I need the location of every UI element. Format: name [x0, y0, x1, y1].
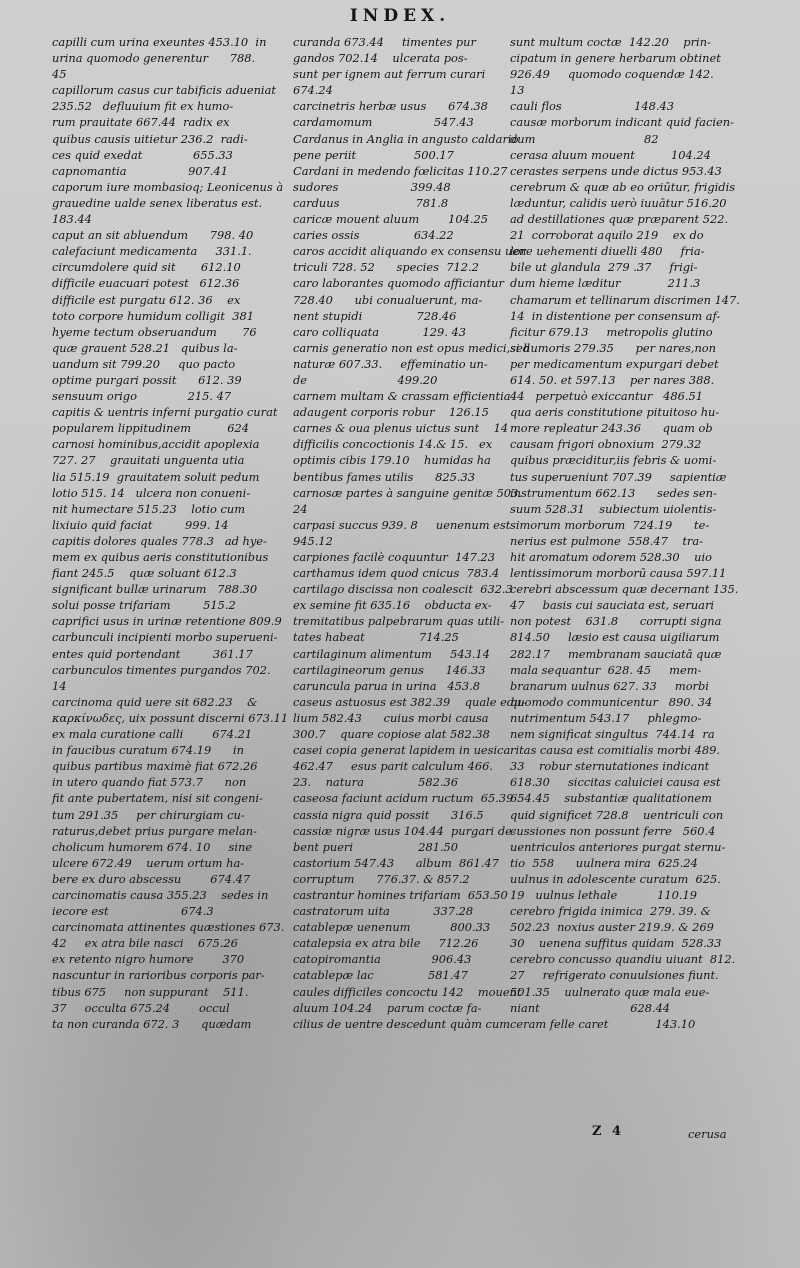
index-entry-line: capitis & uentris inferni purgatio curat	[52, 405, 278, 420]
index-entry-line: significant bullæ urinarum 788.30	[52, 582, 258, 597]
index-entry-line: carcinetris herbæ usus 674.38	[293, 99, 488, 114]
signature-mark: Z 4	[592, 1124, 625, 1139]
index-entry-line: carpiones facilè coquuntur 147.23	[293, 550, 495, 564]
index-entry-line: uandum sit 799.20 quo pacto	[52, 356, 236, 371]
index-entry-line: 37 occulta 675.24 occul	[52, 1000, 230, 1015]
index-entry-line: 300.7 quare copiose alat 582.38	[293, 727, 490, 742]
index-entry-line: optimis cibis 179.10 humidas ha	[293, 453, 491, 468]
index-entry-line: 42 ex atra bile nasci 675.26	[52, 936, 238, 951]
index-column-1	[52, 34, 289, 1124]
index-entry-line: caprifici usus in urinæ retentione 809.9	[52, 614, 282, 629]
index-entry-line: sudores 399.48	[293, 179, 451, 194]
index-entry-line: catablepæ lac 581.47	[293, 968, 468, 983]
index-entry-line: 926.49 quomodo coquendæ 142.	[510, 67, 714, 82]
index-entry-line: solui posse trifariam 515.2	[52, 598, 236, 613]
index-entry-line: fiant 245.5 quæ soluant 612.3	[52, 566, 237, 581]
index-entry-line: raturus,debet prius purgare melan-	[52, 823, 257, 838]
index-entry-line: carthamus idem quod cnicus 783.4	[293, 566, 500, 581]
index-entry-line: 13	[510, 83, 525, 98]
index-entry-line: difficile est purgatu 612. 36 ex	[52, 292, 241, 307]
index-entry-line: catalepsia ex atra bile 712.26	[293, 936, 479, 951]
index-entry-line: caro laborantes quomodo afficiantur	[293, 276, 504, 291]
index-entry-line: carbunculi incipienti morbo superueni-	[52, 630, 278, 645]
index-entry-line: nent stupidi 728.46	[293, 308, 457, 323]
index-entry-line: calefaciunt medicamenta 331.1.	[52, 244, 252, 259]
index-entry-line: lium 582.43 cuius morbi causa	[293, 710, 489, 725]
index-entry-line: cerebro concusso quandiu uiuant 812.	[510, 952, 736, 967]
index-entry-line: læduntur, calidis uerò iuuātur 516.20	[510, 195, 727, 210]
index-entry-line: cilius de uentre descedunt quàm cum	[293, 1016, 511, 1031]
index-entry-line: 462.47 esus parit calculum 466.	[293, 759, 494, 774]
index-entry-line: suum 528.31 subiectum uiolentis-	[510, 501, 717, 516]
index-entry-line: toto corpore humidum colligit 381	[52, 308, 254, 323]
index-entry-line: tibus 675 non suppurant 511.	[52, 984, 249, 999]
index-entry-line: simorum morborum 724.19 te-	[510, 517, 710, 532]
index-entry-line: 235.52 defluuium fit ex humo-	[52, 99, 234, 114]
index-entry-line: nutrimentum 543.17 phlegmo-	[510, 710, 702, 725]
index-entry-line: hyeme tectum obseruandum 76	[52, 324, 257, 339]
index-entry-line: grauedine ualde senex liberatus est.	[52, 195, 263, 210]
index-entry-line: 30 uenena suffitus quidam 528.33	[510, 936, 722, 951]
index-entry-line: carnosi hominibus,accidit apoplexia	[52, 437, 260, 452]
index-entry-line: Cardani in medendo fœlicitas 110.27	[293, 163, 508, 178]
index-entry-line: 618.30 siccitas caluiciei causa est	[510, 775, 721, 790]
index-entry-line: 814.50 læsio est causa uigiliarum	[510, 630, 720, 645]
index-entry-line: quibus partibus maximè fiat 672.26	[52, 759, 258, 774]
index-entry-line: optime purgari possit 612. 39	[52, 372, 242, 387]
index-entry-line: 44 perpetuò exiccantur 486.51	[510, 389, 704, 404]
index-entry-line: 47 basis cui sauciata est, seruari	[510, 598, 715, 613]
index-entry-line: castorium 547.43 album 861.47	[293, 855, 499, 870]
index-entry-line: ta non curanda 672. 3 quædam	[52, 1016, 252, 1031]
index-entry-line: 33 robur sternutationes indicant	[510, 759, 710, 774]
index-entry-line: tremitatibus palpebrarum quas utili-	[293, 614, 504, 629]
index-entry-line: niant 628.44	[510, 1000, 671, 1015]
index-entry-line: sensuum origo 215. 47	[52, 389, 232, 404]
index-entry-line: triculi 728. 52 species 712.2	[293, 260, 479, 275]
index-entry-line: iecore est 674.3	[52, 904, 214, 919]
index-entry-line: 183.44	[52, 212, 92, 227]
index-entry-line: cerastes serpens unde dictus 953.43	[510, 163, 722, 178]
index-entry-line: naturæ 607.33. effeminatio un-	[293, 356, 488, 371]
index-entry-line: 45	[52, 67, 67, 82]
index-entry-line: uulnus in adolescente curatum 625.	[510, 871, 721, 886]
index-entry-line: cartilago discissa non coalescit 632.3	[293, 582, 513, 597]
index-entry-line: carnem multam & crassam efficientia	[293, 389, 511, 404]
index-entry-line: pene periit 500.17	[293, 147, 454, 162]
index-entry-line: curanda 673.44 timentes pur	[293, 35, 476, 49]
index-entry-line: bent pueri 281.50	[293, 839, 459, 854]
index-entry-line: 945.12	[293, 533, 333, 548]
index-entry-line: 727. 27 grauitati unguenta utia	[52, 453, 245, 468]
index-entry-line: 502.23 noxius auster 219.9. & 269	[510, 920, 714, 935]
catchword: cerusa	[688, 1127, 727, 1141]
index-entry-line: adaugent corporis robur 126.15	[293, 405, 489, 420]
index-entry-line: tus superueniunt 707.39 sapientiæ	[510, 469, 727, 484]
index-entry-line: lotio 515. 14 ulcera non conueni-	[52, 485, 251, 500]
page-header: INDEX.	[349, 6, 451, 26]
index-entry-line: carbunculos timentes purgandos 702.	[52, 662, 271, 677]
index-entry-line: 19 uulnus lethale 110.19	[510, 887, 697, 902]
index-entry-line: catablepæ uenenum 800.33	[293, 920, 491, 935]
index-entry-line: tates habeat 714.25	[293, 630, 459, 645]
index-entry-line: nit humectare 515.23 lotio cum	[52, 501, 246, 516]
index-entry-line: bile ut glandula 279 .37 frigi-	[510, 260, 698, 275]
index-entry-line: quid significet 728.8 uentriculi con	[510, 807, 724, 822]
index-entry-line: caules difficiles concoctu 142 mouent	[293, 984, 522, 999]
index-entry-line: catopiromantia 906.43	[293, 952, 472, 967]
index-entry-line: Cardanus in Anglia in angusto caldario	[293, 131, 519, 146]
index-entry-line: nerius est pulmone 558.47 tra-	[510, 533, 704, 548]
index-entry-line: 728.40 ubi conualuerunt, ma-	[293, 292, 483, 307]
index-entry-line: 614. 50. et 597.13 per nares 388.	[510, 372, 715, 387]
index-entry-line: ex retento nigro humore 370	[52, 952, 245, 967]
index-entry-line: caseus astuosus est 382.39 quale edu-	[293, 694, 526, 709]
index-entry-line: branarum uulnus 627. 33 morbi	[510, 678, 709, 693]
index-entry-line: 21 corroborat aquilo 219 ex do	[510, 228, 704, 243]
index-entry-line: ces quid exedat 655.33	[52, 147, 233, 162]
index-entry-line: bere ex duro abscessu 674.47	[52, 871, 251, 886]
index-entry-line: cerebrum & quæ ab eo oriūtur, frigidis	[510, 179, 736, 194]
index-entry-line: corruptum 776.37. & 857.2	[293, 871, 470, 886]
index-entry-line: entes quid portendant 361.17	[52, 646, 253, 661]
index-entry-line: carnosæ partes à sanguine genitæ 503.	[293, 485, 522, 500]
index-entry-line: popularem lippitudinem 624	[52, 421, 250, 436]
index-column-3	[510, 34, 740, 1124]
index-entry-line: difficilis concoctionis 14.& 15. ex	[293, 437, 493, 452]
index-entry-line: causam frigori obnoxium 279.32	[510, 437, 702, 452]
index-entry-line: fit ante pubertatem, nisi sit congeni-	[52, 791, 263, 806]
index-entry-line: 14	[52, 678, 67, 693]
index-entry-line: cerebro frigida inimica 279. 39. &	[510, 904, 711, 919]
index-entry-line: dum hieme læditur 211.3	[510, 276, 701, 291]
index-entry-line: bentibus fames utilis 825.33	[293, 469, 475, 484]
index-entry-line: circumdolere quid sit 612.10	[52, 260, 241, 275]
index-entry-line: si humoris 279.35 per nares,non	[510, 340, 716, 355]
index-entry-line: instrumentum 662.13 sedes sen-	[510, 485, 717, 500]
index-entry-line: 654.45 substantiæ qualitationem	[510, 791, 712, 806]
index-entry-line: chamarum et tellinarum discrimen 147.	[510, 292, 740, 307]
index-entry-line: cartilaginum alimentum 543.14	[293, 646, 490, 661]
index-entry-line: tum 291.35 per chirurgiam cu-	[52, 807, 245, 822]
index-entry-line: cussiones non possunt ferre 560.4	[510, 823, 716, 838]
index-entry-line: casei copia generat lapidem in uesica	[293, 743, 511, 758]
index-entry-line: carpasi succus 939. 8 uenenum est	[293, 517, 511, 532]
index-entry-line: caro colliquata 129. 43	[293, 324, 466, 339]
index-entry-line: per medicamentum expurgari debet	[510, 356, 719, 371]
index-entry-line: lentissimorum morborū causa 597.11	[510, 566, 727, 581]
index-entry-line: non potest 631.8 corrupti signa	[510, 614, 722, 629]
index-entry-line: 282.17 membranam sauciatā quæ	[510, 646, 722, 661]
index-entry-line: 24	[293, 501, 308, 516]
index-entry-line: mala sequantur 628. 45 mem-	[510, 662, 702, 677]
index-entry-line: carnis generatio non est opus medici,sed	[293, 340, 530, 355]
index-entry-line: quibus præciditur,iis febris & uomi-	[510, 453, 717, 468]
index-entry-line: capnomantia 907.41	[52, 163, 229, 178]
index-entry-line: more repleatur 243.36 quam ob	[510, 421, 713, 436]
index-entry-line: cholicum humorem 674. 10 sine	[52, 839, 253, 854]
index-entry-line: in faucibus curatum 674.19 in	[52, 743, 244, 758]
index-entry-line: cassiæ nigræ usus 104.44 purgari de-	[293, 823, 516, 838]
index-entry-line: carnes & oua plenus uictus sunt 14	[293, 421, 509, 436]
index-entry-line: ex mala curatione calli 674.21	[52, 727, 253, 742]
index-entry-line: sunt multum coctæ 142.20 prin-	[510, 35, 711, 49]
index-entry-line: castratorum uita 337.28	[293, 904, 474, 919]
index-entry-line: tio 558 uulnera mira 625.24	[510, 855, 698, 870]
index-entry-line: 14 in distentione per consensum af-	[510, 308, 721, 323]
index-entry-line: caporum iure mombasioq; Leonicenus à	[52, 179, 284, 194]
index-entry-line: cipatum in genere herbarum obtinet	[510, 51, 721, 66]
index-entry-line: urina quomodo generentur 788.	[52, 51, 256, 66]
index-entry-line: in utero quando fiat 573.7 non	[52, 775, 247, 790]
index-entry-line: castrantur homines trifariam 653.50	[293, 887, 508, 902]
index-entry-line: sunt per ignem aut ferrum curari	[293, 67, 486, 82]
index-entry-line: nem significat singultus 744.14 ra	[510, 727, 715, 742]
index-entry-line: rum prauitate 667.44 radix ex	[52, 115, 230, 130]
index-entry-line: causæ morborum indicant quid facien-	[510, 115, 734, 130]
index-entry-line: difficile euacuari potest 612.36	[52, 276, 240, 291]
index-entry-line: de 499.20	[293, 372, 438, 387]
index-entry-line: lore uehementi diuelli 480 fria-	[510, 244, 705, 259]
index-entry-line: ulcere 672.49 uerum ortum ha-	[52, 855, 245, 870]
index-entry-line: carduus 781.8	[293, 195, 449, 210]
index-entry-line: lia 515.19 grauitatem soluit pedum	[52, 469, 260, 484]
index-entry-line: nascuntur in rarioribus corporis par-	[52, 968, 265, 983]
index-entry-line: carcinomata attinentes quæstiones 673.	[52, 920, 285, 935]
index-entry-line: cerebri abscessum quæ decernant 135.	[510, 582, 739, 597]
index-entry-line: 674.24	[293, 83, 333, 98]
index-entry-line: καρκίνωδες, uix possunt discerni 673.11	[52, 710, 289, 725]
index-entry-line: ceram felle caret 143.10	[510, 1016, 696, 1031]
index-entry-line: 23. natura 582.36	[293, 775, 459, 790]
index-entry-line: quibus causis uitietur 236.2 radi-	[52, 131, 248, 146]
index-entry-line: ad destillationes quæ præparent 522.	[510, 212, 729, 227]
index-entry-line: quæ grauent 528.21 quibus la-	[52, 340, 238, 355]
index-entry-line: hit aromatum odorem 528.30 uio	[510, 550, 712, 564]
index-entry-line: caricæ mouent aluum 104.25	[293, 212, 488, 227]
index-entry-line: lixiuio quid faciat 999. 14	[52, 517, 229, 532]
index-entry-line: quomodo communicentur 890. 34	[510, 694, 713, 709]
index-entry-line: cassia nigra quid possit 316.5	[293, 807, 484, 822]
index-entry-line: caros accidit aliquando ex consensu uen	[293, 244, 527, 259]
index-entry-line: cardamomum 547.43	[293, 115, 474, 130]
index-entry-line: ritas causa est comitialis morbi 489.	[510, 743, 720, 758]
index-entry-line: qua aeris constitutione pituitoso hu-	[510, 405, 720, 420]
index-entry-line: cauli flos 148.43	[510, 99, 674, 114]
index-entry-line: ficitur 679.13 metropolis glutino	[510, 324, 713, 339]
index-entry-line: capitis dolores quales 778.3 ad hye-	[52, 533, 267, 548]
index-entry-line: caseosa faciunt acidum ructum 65.39	[293, 791, 514, 806]
index-entry-line: aluum 104.24 parum coctæ fa-	[293, 1000, 482, 1015]
index-entry-line: cerasa aluum mouent 104.24	[510, 147, 711, 162]
index-entry-line: dum 82	[510, 131, 659, 146]
index-entry-line: caruncula parua in urina 453.8	[293, 678, 480, 693]
index-entry-line: uentriculos anteriores purgat sternu-	[510, 839, 726, 854]
index-entry-line: caries ossis 634.22	[293, 228, 454, 243]
index-entry-line: carcinomatis causa 355.23 sedes in	[52, 887, 269, 902]
index-entry-line: gandos 702.14 ulcerata pos-	[293, 51, 468, 66]
index-entry-line: 501.35 uulnerato quæ mala eue-	[510, 984, 710, 999]
index-entry-line: caput an sit abluendum 798. 40	[52, 228, 254, 243]
index-entry-line: 27 refrigerato conuulsiones fiunt.	[510, 968, 719, 983]
index-entry-line: capilli cum urina exeuntes 453.10 in	[52, 35, 267, 49]
index-entry-line: capillorum casus cur tabificis adueniat	[52, 83, 276, 98]
index-entry-line: carcinoma quid uere sit 682.23 &	[52, 694, 258, 709]
index-entry-line: cartilagineorum genus 146.33	[293, 662, 486, 677]
index-entry-line: mem ex quibus aeris constitutionibus	[52, 550, 269, 564]
index-entry-line: ex semine fit 635.16 obducta ex-	[293, 598, 492, 613]
